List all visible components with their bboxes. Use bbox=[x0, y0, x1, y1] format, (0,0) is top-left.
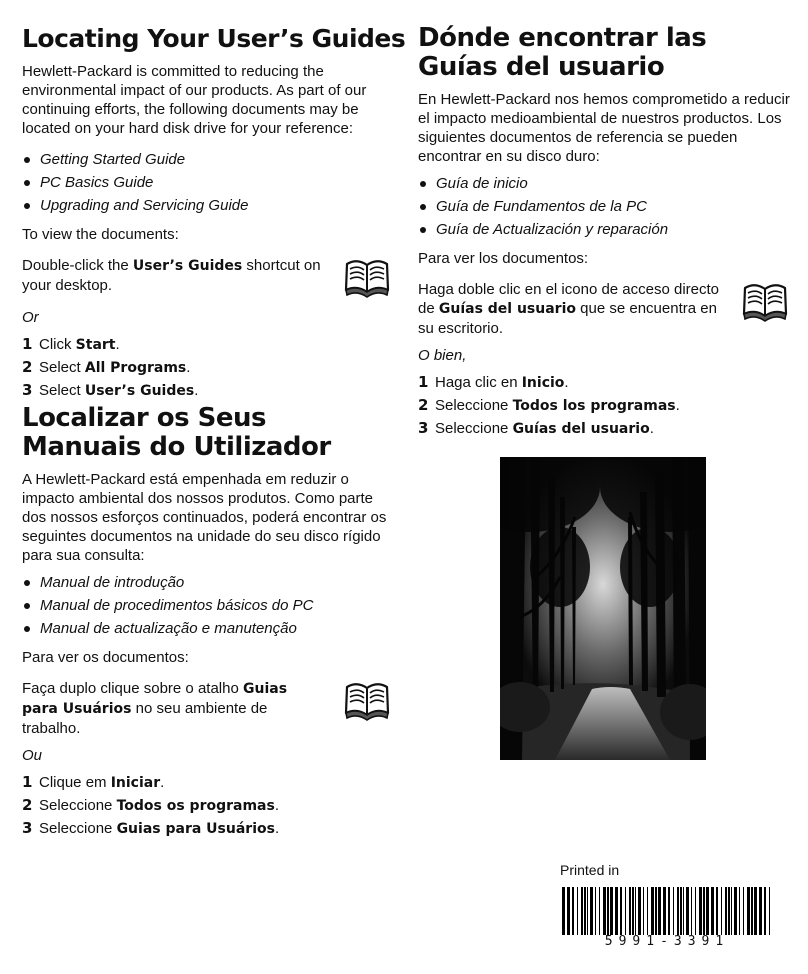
barcode-bar bbox=[695, 887, 696, 935]
barcode-bar bbox=[615, 887, 618, 935]
barcode-bar bbox=[572, 887, 574, 935]
barcode-bar bbox=[680, 887, 682, 935]
barcode-bar bbox=[739, 887, 740, 935]
spanish-steps bbox=[418, 371, 790, 440]
barcode-number: 5991-3391 bbox=[604, 934, 730, 949]
english-document-list bbox=[22, 148, 392, 217]
barcode-bar bbox=[721, 887, 722, 935]
spanish-or: O bien, bbox=[418, 347, 467, 364]
barcode-bar bbox=[643, 887, 644, 935]
spanish-section bbox=[418, 90, 790, 440]
barcode-bar bbox=[711, 887, 714, 935]
english-shortcut-instruction bbox=[22, 256, 392, 300]
barcode-bar bbox=[764, 887, 766, 935]
barcode-bar bbox=[716, 887, 718, 935]
barcode-bar bbox=[607, 887, 609, 935]
barcode-bar bbox=[725, 887, 727, 935]
barcode-bar bbox=[759, 887, 762, 935]
spanish-view-label: Para ver los documentos: bbox=[418, 250, 589, 267]
list-item: Manual de introdução bbox=[22, 571, 392, 594]
english-steps bbox=[22, 333, 392, 402]
portuguese-title: Localizar os Seus Manuais do Utilizador bbox=[22, 403, 331, 462]
barcode-bar bbox=[567, 887, 570, 935]
barcode-bar bbox=[751, 887, 753, 935]
step: 3 Seleccione Guias para Usuários. bbox=[22, 819, 280, 837]
step: 3 Select User’s Guides. bbox=[22, 381, 199, 399]
open-book-icon bbox=[342, 675, 392, 723]
barcode-bar bbox=[691, 887, 692, 935]
portuguese-steps bbox=[22, 771, 392, 840]
barcode-bar bbox=[620, 887, 622, 935]
step: 2 Select All Programs. bbox=[22, 358, 191, 376]
barcode bbox=[562, 887, 772, 935]
barcode-bar bbox=[590, 887, 593, 935]
barcode-bar bbox=[625, 887, 626, 935]
forest-path-photo bbox=[500, 457, 706, 760]
barcode-bar bbox=[647, 887, 648, 935]
barcode-bar bbox=[610, 887, 613, 935]
barcode-bar bbox=[703, 887, 705, 935]
instruction-text: Faça duplo clique sobre o atalho bbox=[22, 680, 243, 697]
list-item: Upgrading and Servicing Guide bbox=[22, 194, 392, 217]
open-book-icon bbox=[740, 276, 790, 324]
barcode-bar bbox=[638, 887, 641, 935]
portuguese-view-label: Para ver os documentos: bbox=[22, 649, 189, 666]
list-item: Manual de actualização e manutenção bbox=[22, 617, 392, 640]
step: 2 Seleccione Todos os programas. bbox=[22, 796, 279, 814]
barcode-bar bbox=[663, 887, 666, 935]
barcode-bar bbox=[677, 887, 679, 935]
list-item: Guía de Actualización y reparación bbox=[418, 218, 790, 241]
barcode-bar bbox=[706, 887, 709, 935]
barcode-bar bbox=[595, 887, 596, 935]
step: 2 Seleccione Todos los programas. bbox=[418, 396, 680, 414]
instruction-text: Double-click the bbox=[22, 257, 133, 274]
barcode-bar bbox=[747, 887, 750, 935]
barcode-bar bbox=[581, 887, 583, 935]
english-intro: Hewlett-Packard is committed to reducing the environmental impact of our products. As part of our continuing efforts, the following documents may be located on your hard disk drive for your reference: bbox=[22, 63, 367, 137]
barcode-bar bbox=[562, 887, 565, 935]
barcode-bar bbox=[668, 887, 670, 935]
barcode-bar bbox=[651, 887, 654, 935]
barcode-bar bbox=[699, 887, 702, 935]
instruction-text: que se encuentra en su escritorio. bbox=[418, 300, 717, 337]
spanish-title: Dónde encontrar las Guías del usuario bbox=[418, 23, 707, 82]
list-item: Manual de procedimentos básicos do PC bbox=[22, 594, 392, 617]
barcode-bar bbox=[629, 887, 631, 935]
shortcut-name: Guías del usuario bbox=[438, 301, 576, 317]
list-item: PC Basics Guide bbox=[22, 171, 392, 194]
portuguese-or: Ou bbox=[22, 747, 43, 764]
barcode-bar bbox=[655, 887, 657, 935]
barcode-bar bbox=[769, 887, 770, 935]
step: 3 Seleccione Guías del usuario. bbox=[418, 419, 654, 437]
portuguese-intro: A Hewlett-Packard está empenhada em reduzir o impacto ambiental dos nossos produtos. Como parte dos nossos esforços continuados, poderá encontrar os seguintes documentos na unidade do seu disco rígido para sua consulta: bbox=[22, 471, 387, 564]
english-section bbox=[22, 62, 392, 402]
portuguese-section bbox=[22, 470, 392, 840]
portuguese-shortcut-instruction bbox=[22, 679, 392, 738]
barcode-bar bbox=[673, 887, 674, 935]
english-title: Locating Your User’s Guides bbox=[22, 24, 406, 53]
spanish-shortcut-instruction bbox=[418, 280, 790, 338]
instruction-text: Haga doble clic en el icono de acceso directo de bbox=[418, 281, 720, 317]
barcode-bar bbox=[599, 887, 600, 935]
barcode-bar bbox=[743, 887, 744, 935]
barcode-bar bbox=[632, 887, 634, 935]
english-view-label: To view the documents: bbox=[22, 226, 179, 243]
barcode-bar bbox=[683, 887, 684, 935]
step: 1 Click Start. bbox=[22, 335, 120, 353]
barcode-bar bbox=[754, 887, 757, 935]
list-item: Guía de Fundamentos de la PC bbox=[418, 195, 790, 218]
open-book-icon bbox=[342, 252, 392, 300]
instruction-text: no seu ambiente de trabalho. bbox=[22, 700, 268, 737]
step: 1 Haga clic en Inicio. bbox=[418, 373, 569, 391]
barcode-bar bbox=[603, 887, 606, 935]
portuguese-document-list bbox=[22, 571, 392, 640]
instruction-text: shortcut on your desktop. bbox=[22, 257, 321, 294]
shortcut-name: User’s Guides bbox=[132, 258, 243, 274]
barcode-bar bbox=[577, 887, 578, 935]
barcode-bar bbox=[731, 887, 732, 935]
spanish-document-list bbox=[418, 172, 790, 241]
spanish-intro: En Hewlett-Packard nos hemos comprometido a reducir el impacto medioambiental de nuestros productos. Los siguientes documentos de referencia se pueden encontrar en su disco duro: bbox=[418, 91, 790, 165]
barcode-bar bbox=[734, 887, 737, 935]
english-or: Or bbox=[22, 309, 39, 326]
list-item: Getting Started Guide bbox=[22, 148, 392, 171]
printed-in-label: Printed in bbox=[560, 862, 620, 878]
barcode-bar bbox=[635, 887, 636, 935]
barcode-bar bbox=[658, 887, 661, 935]
list-item: Guía de inicio bbox=[418, 172, 790, 195]
barcode-bar bbox=[587, 887, 588, 935]
step: 1 Clique em Iniciar. bbox=[22, 773, 165, 791]
barcode-bar bbox=[728, 887, 730, 935]
shortcut-name: Guias para Usuários bbox=[22, 681, 288, 717]
barcode-bar bbox=[584, 887, 586, 935]
barcode-bar bbox=[686, 887, 689, 935]
